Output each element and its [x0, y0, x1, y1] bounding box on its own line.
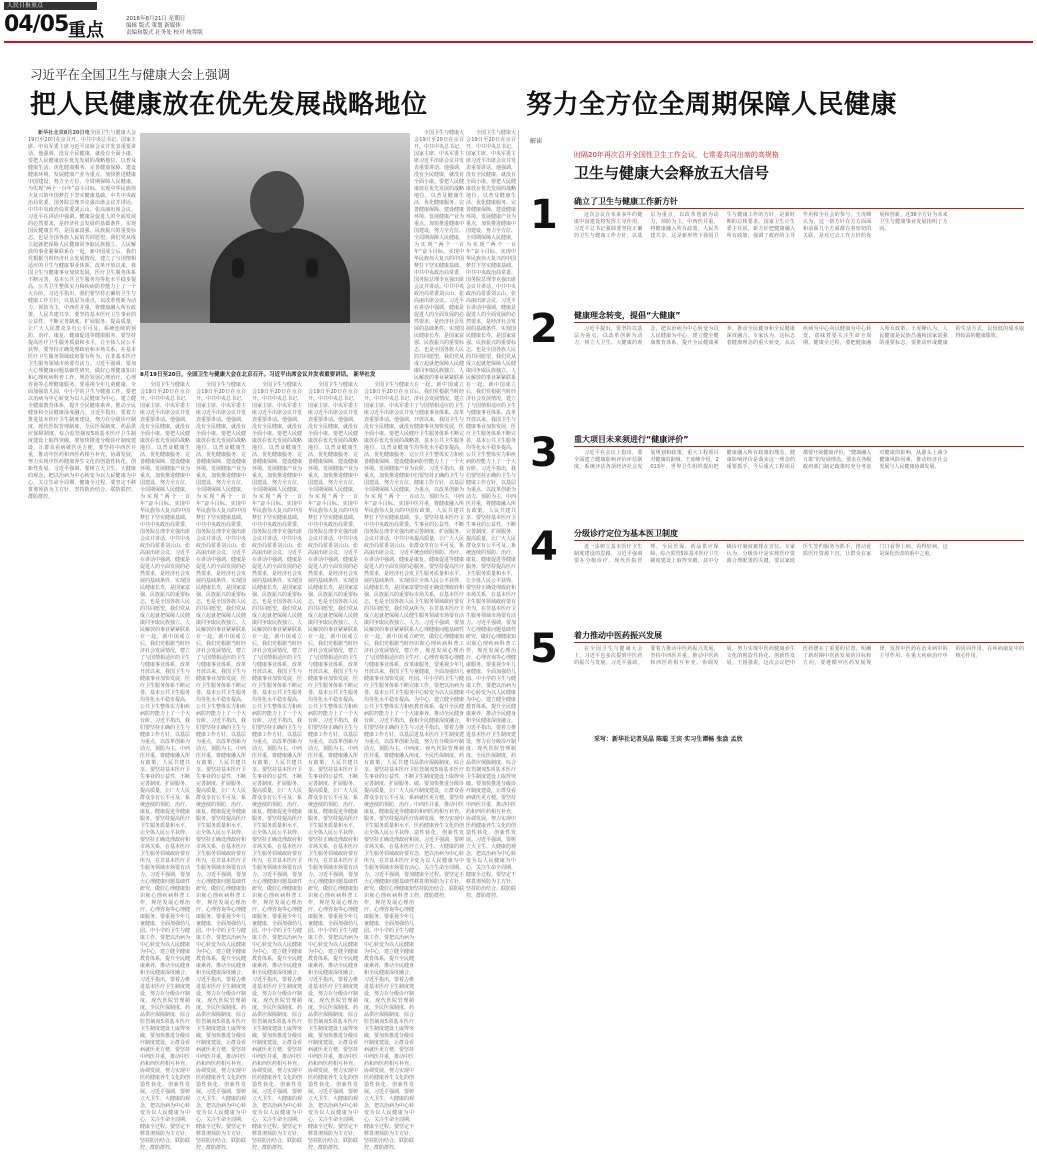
article-body-col5 [308, 382, 359, 1151]
item-number-4: 4 [530, 524, 558, 570]
item-divider [574, 208, 1024, 209]
article-body-col7 [414, 130, 465, 899]
item-divider [574, 446, 1024, 447]
item-title-4: 分级诊疗定位为基本医卫制度 [574, 529, 678, 538]
meta-line: 2016年8月21日 星期日 [126, 16, 186, 22]
article-body-col4 [252, 382, 303, 1151]
article-body [28, 130, 136, 742]
item-title-1: 确立了卫生与健康工作新方针 [574, 197, 678, 206]
photo-caption: 8月19日至20日，全国卫生与健康大会在北京召开。习近平出席会议并发表重要讲话。 新华社发 [140, 372, 376, 378]
masthead-meta [126, 16, 266, 37]
item-title-5: 着力推动中医药振兴发展 [574, 631, 662, 640]
article-body-col3 [196, 382, 247, 1151]
item-number-2: 2 [530, 306, 558, 352]
header-rule [4, 41, 1033, 43]
item-number-1: 1 [530, 192, 558, 238]
item-text-2: 习近平提出，要坚持以基层为重点，以改革创新为动力，树立大卫生、大健康的观念，把以治病为中心转变为以人民健康为中心，建立健全健康教育体系，提升全民健康素养，推动全民健身和全民健康深度融合。专家认为，这标志着健康理念的重大转变。从以疾病为中心向以健康为中心转变，意味着要关注生命全周期、健康全过程，要把健康融入所有政策。王虎峰认为，人民健康是民族昌盛和国家富强的重要标志，要推动形成健康的生活方式，以较低的成本取得较高的健康绩效。 [574, 326, 1024, 346]
item-text-3: 习近平在会议上指出，要全面建立健康影响评价评估制度，系统评估各项经济社会发展规划和政策、重大工程项目对健康的影响。王虎峰介绍，2013年，世界卫生组织提出把健康融入所有政策的理念。健康影响评价是落实这一理念的重要抓手，今后重大工程项目都要开展健康评价。“健康融入万策”的发展理念，要求在各级政府部门制定政策时充分考虑对健康的影响，从源头上减少健康风险因素，推动经济社会发展与人民健康协调发展。 [574, 450, 948, 470]
meta-line: 编辑 版式 策划 新媒体 [126, 23, 181, 29]
sidebar-byline: 采写：新华社记者吴晶 陈聪 王宾 实习生谭畅 张盎 孟欣 [594, 736, 743, 743]
article-headline-right: 努力全方位全周期保障人民健康 [526, 90, 898, 120]
article-body-col6 [364, 382, 415, 1151]
article-text-repeat: 全国卫生与健康大会19日至20日在京召开。中共中央总书记、国家主席、中央军委主席习近平出席会议并发表重要讲话。他强调，没有全民健康，就没有全面小康。要把人民健康放在优先发展的战略地位，以普及健康生活、优化健康服务、完善健康保障、建设健康环境、发展健康产业为重点，加快推进健康中国建设，努力全方位、全周期保障人民健康，为实现“两个一百年”奋斗目标、实现中华民族伟大复兴的中国梦打下坚实健康基础。中共中央政治局常委、国务院总理李克强出席会议并讲话。中共中央政治局常委刘云山、张高丽出席会议。习近平在讲话中强调，健康是促进人的全面发展的必然要求，是经济社会发展的基础条件。实现国民健康长寿，是国家富强、民族振兴的重要标志，也是全国各族人民的共同愿望。我们党从成立起就把保障人民健康同争取民族独立、人民解放的事业紧紧联系在一起。新中国成立后，我们党根据当时经济社会发展情况，建立了与国情相适应的卫生与健康事业体系。改革开放以来，我国卫生与健康事业加快发展，医疗卫生服务体系不断完善，基本公共卫生服务均等化水平稳步提高，公共卫生整体实力和疾病防控能力上了一个大台阶。习近平指出，我们要坚持正确的卫生与健康工作方针，以基层为重点，以改革创新为动力，预防为主，中西医并重，将健康融入所有政策，人民共建共享。要坚持基本医疗卫生事业的公益性，不断完善制度、扩展服务、提高质量，让广大人民群众享有公平可及、系统连续的预防、治疗、康复、健康促进等健康服务。要坚持提高医疗卫生服务质量和水平，让全体人民公平获得。要坚持正确处理政府和市场关系，在基本医疗卫生服务领域政府要有所为，在非基本医疗卫生服务领域市场要有活力。习近平强调，要加大心理健康问题基础性研究，做好心理健康知识和心理疾病科普工作，规范发展心理治疗、心理咨询等心理健康服务。要重视少年儿童健康，全面加强幼儿园、中小学的卫生与健康工作。要把以治病为中心转变为以人民健康为中心，建立健全健康教育体系，提升全民健康素养，推动全民健身和全民健康深度融合。习近平指出，要着力推进基本医疗卫生制度建设，努力在分级诊疗制度、现代医院管理制度、全民医保制度、药品供应保障制度、综合监管制度5项基本医疗卫生制度建设上取得突破。要加快推进分级诊疗制度建设，让群众看病就医更方便。要坚持中西医并重，推动中医药和西医药相互补充、协调发展，努力实现中医药健康养生文化的创造性转化、创新性发展。习近平强调，要树立大卫生、大健康的观念，把以治病为中心转变为以人民健康为中心，关注生命全周期、健康全过程。要坚定不移贯彻预防为主方针，坚持防治结合、联防联控、群防群控。 [252, 382, 303, 1151]
item-text-4: 进一步树立基本医疗卫生制度建设的思路，习近平强调要在分级诊疗、现代医院管理、全民医保、药品供应保障、综合监管5项基本医疗卫生制度建设上取得突破，其中分级诊疗制度被排在首位。专家认为，分级诊疗是实现医疗资源合理配置的关键，要以家庭医生签约服务为抓手，推动优质医疗资源下沉，让群众在家门口看得上病、看得好病，这是深化医改的重中之重。 [574, 544, 948, 564]
article-body-col8 [466, 130, 517, 899]
page-number: 04/05 [4, 12, 69, 37]
news-photo [140, 133, 410, 370]
microphone-icon [232, 258, 244, 278]
article-text-repeat: 全国卫生与健康大会19日至20日在京召开。中共中央总书记、国家主席、中央军委主席习近平出席会议并发表重要讲话。他强调，没有全民健康，就没有全面小康。要把人民健康放在优先发展的战略地位，以普及健康生活、优化健康服务、完善健康保障、建设健康环境、发展健康产业为重点，加快推进健康中国建设，努力全方位、全周期保障人民健康，为实现“两个一百年”奋斗目标、实现中华民族伟大复兴的中国梦打下坚实健康基础。中共中央政治局常委、国务院总理李克强出席会议并讲话。中共中央政治局常委刘云山、张高丽出席会议。习近平在讲话中强调，健康是促进人的全面发展的必然要求，是经济社会发展的基础条件。实现国民健康长寿，是国家富强、民族振兴的重要标志，也是全国各族人民的共同愿望。我们党从成立起就把保障人民健康同争取民族独立、人民解放的事业紧紧联系在一起。新中国成立后，我们党根据当时经济社会发展情况，建立了与国情相适应的卫生与健康事业体系。改革开放以来，我国卫生与健康事业加快发展，医疗卫生服务体系不断完善，基本公共卫生服务均等化水平稳步提高，公共卫生整体实力和疾病防控能力上了一个大台阶。习近平指出，我们要坚持正确的卫生与健康工作方针，以基层为重点，以改革创新为动力，预防为主，中西医并重，将健康融入所有政策，人民共建共享。要坚持基本医疗卫生事业的公益性，不断完善制度、扩展服务、提高质量，让广大人民群众享有公平可及、系统连续的预防、治疗、康复、健康促进等健康服务。要坚持提高医疗卫生服务质量和水平，让全体人民公平获得。要坚持正确处理政府和市场关系，在基本医疗卫生服务领域政府要有所为，在非基本医疗卫生服务领域市场要有活力。习近平强调，要加大心理健康问题基础性研究，做好心理健康知识和心理疾病科普工作，规范发展心理治疗、心理咨询等心理健康服务。要重视少年儿童健康，全面加强幼儿园、中小学的卫生与健康工作。要把以治病为中心转变为以人民健康为中心，建立健全健康教育体系，提升全民健康素养，推动全民健身和全民健康深度融合。习近平指出，要着力推进基本医疗卫生制度建设，努力在分级诊疗制度、现代医院管理制度、全民医保制度、药品供应保障制度、综合监管制度5项基本医疗卫生制度建设上取得突破。要加快推进分级诊疗制度建设，让群众看病就医更方便。要坚持中西医并重，推动中医药和西医药相互补充、协调发展，努力实现中医药健康养生文化的创造性转化、创新性发展。习近平强调，要树立大卫生、大健康的观念，把以治病为中心转变为以人民健康为中心，关注生命全周期、健康全过程。要坚定不移贯彻预防为主方针，坚持防治结合、联防联控、群防群控。 [308, 382, 359, 1151]
item-divider [574, 642, 1024, 643]
item-number-3: 3 [530, 430, 558, 476]
article-headline-left: 把人民健康放在优先发展战略地位 [30, 90, 428, 120]
podium [140, 323, 410, 370]
item-text-1: 这次会议在未来多年的健康中国建设将发挥主导作用。习近平总书记强调要坚持正确的卫生与健康工作方针，以基层为重点，以改革创新为动力，预防为主，中西医并重，将健康融入所有政策，人民共建共享。这是新形势下我国卫生与健康工作的方针，是新时期的总体要求。国家卫生计生委主任说，新方针把健康融入所有政策，强调了政府的主导作用和全社会的参与。王虎峰认为，这一新方针在方方面面和前面几个方面都有着密切的关联，是对过去工作方针的发展和创新。这36字方针为未来卫生与健康事业发展指明了方向。 [574, 212, 948, 239]
item-text-5: 在全国卫生与健康大会上，习近平也多次提到中医药的振兴与发展。习近平强调，要着力推动中医药振兴发展，坚持中西医并重，推动中医药和西医药相互补充、协调发展，努力实现中医药健康养生文化的创造性转化、创新性发展。王国强说，这次会议把中医药摆在了重要的位置，明确了新时期中医药发展的目标和方向，要遵循中医药发展规律，发挥中医药在治未病中的主导作用、在重大疾病治疗中的协同作用、在疾病康复中的核心作用。 [574, 646, 1024, 666]
article-text-repeat: 全国卫生与健康大会19日至20日在京召开。中共中央总书记、国家主席、中央军委主席习近平出席会议并发表重要讲话。他强调，没有全民健康，就没有全面小康。要把人民健康放在优先发展的战略地位，以普及健康生活、优化健康服务、完善健康保障、建设健康环境、发展健康产业为重点，加快推进健康中国建设，努力全方位、全周期保障人民健康，为实现“两个一百年”奋斗目标、实现中华民族伟大复兴的中国梦打下坚实健康基础。中共中央政治局常委、国务院总理李克强出席会议并讲话。中共中央政治局常委刘云山、张高丽出席会议。习近平在讲话中强调，健康是促进人的全面发展的必然要求，是经济社会发展的基础条件。实现国民健康长寿，是国家富强、民族振兴的重要标志，也是全国各族人民的共同愿望。我们党从成立起就把保障人民健康同争取民族独立、人民解放的事业紧紧联系在一起。新中国成立后，我们党根据当时经济社会发展情况，建立了与国情相适应的卫生与健康事业体系。改革开放以来，我国卫生与健康事业加快发展，医疗卫生服务体系不断完善，基本公共卫生服务均等化水平稳步提高，公共卫生整体实力和疾病防控能力上了一个大台阶。习近平指出，我们要坚持正确的卫生与健康工作方针，以基层为重点，以改革创新为动力，预防为主，中西医并重，将健康融入所有政策，人民共建共享。要坚持基本医疗卫生事业的公益性，不断完善制度、扩展服务、提高质量，让广大人民群众享有公平可及、系统连续的预防、治疗、康复、健康促进等健康服务。要坚持提高医疗卫生服务质量和水平，让全体人民公平获得。要坚持正确处理政府和市场关系，在基本医疗卫生服务领域政府要有所为，在非基本医疗卫生服务领域市场要有活力。习近平强调，要加大心理健康问题基础性研究，做好心理健康知识和心理疾病科普工作，规范发展心理治疗、心理咨询等心理健康服务。要重视少年儿童健康，全面加强幼儿园、中小学的卫生与健康工作。要把以治病为中心转变为以人民健康为中心，建立健全健康教育体系，提升全民健康素养，推动全民健身和全民健康深度融合。习近平指出，要着力推进基本医疗卫生制度建设，努力在分级诊疗制度、现代医院管理制度、全民医保制度、药品供应保障制度、综合监管制度5项基本医疗卫生制度建设上取得突破。要加快推进分级诊疗制度建设，让群众看病就医更方便。要坚持中西医并重，推动中医药和西医药相互补充、协调发展，努力实现中医药健康养生文化的创造性转化、创新性发展。习近平强调，要树立大卫生、大健康的观念，把以治病为中心转变为以人民健康为中心，关注生命全周期、健康全过程。要坚定不移贯彻预防为主方针，坚持防治结合、联防联控、群防群控。 [140, 382, 191, 1151]
section-title: 重点 [68, 20, 104, 41]
article-text-repeat: 全国卫生与健康大会19日至20日在京召开。中共中央总书记、国家主席、中央军委主席习近平出席会议并发表重要讲话。他强调，没有全民健康，就没有全面小康。要把人民健康放在优先发展的战略地位，以普及健康生活、优化健康服务、完善健康保障、建设健康环境、发展健康产业为重点，加快推进健康中国建设，努力全方位、全周期保障人民健康，为实现“两个一百年”奋斗目标、实现中华民族伟大复兴的中国梦打下坚实健康基础。中共中央政治局常委、国务院总理李克强出席会议并讲话。中共中央政治局常委刘云山、张高丽出席会议。习近平在讲话中强调，健康是促进人的全面发展的必然要求，是经济社会发展的基础条件。实现国民健康长寿，是国家富强、民族振兴的重要标志，也是全国各族人民的共同愿望。我们党从成立起就把保障人民健康同争取民族独立、人民解放的事业紧紧联系在一起。新中国成立后，我们党根据当时经济社会发展情况，建立了与国情相适应的卫生与健康事业体系。改革开放以来，我国卫生与健康事业加快发展，医疗卫生服务体系不断完善，基本公共卫生服务均等化水平稳步提高，公共卫生整体实力和疾病防控能力上了一个大台阶。习近平指出，我们要坚持正确的卫生与健康工作方针，以基层为重点，以改革创新为动力，预防为主，中西医并重，将健康融入所有政策，人民共建共享。要坚持基本医疗卫生事业的公益性，不断完善制度、扩展服务、提高质量，让广大人民群众享有公平可及、系统连续的预防、治疗、康复、健康促进等健康服务。要坚持提高医疗卫生服务质量和水平，让全体人民公平获得。要坚持正确处理政府和市场关系，在基本医疗卫生服务领域政府要有所为，在非基本医疗卫生服务领域市场要有活力。习近平强调，要加大心理健康问题基础性研究，做好心理健康知识和心理疾病科普工作，规范发展心理治疗、心理咨询等心理健康服务。要重视少年儿童健康，全面加强幼儿园、中小学的卫生与健康工作。要把以治病为中心转变为以人民健康为中心，建立健全健康教育体系，提升全民健康素养，推动全民健身和全民健康深度融合。习近平指出，要着力推进基本医疗卫生制度建设，努力在分级诊疗制度、现代医院管理制度、全民医保制度、药品供应保障制度、综合监管制度5项基本医疗卫生制度建设上取得突破。要加快推进分级诊疗制度建设，让群众看病就医更方便。要坚持中西医并重，推动中医药和西医药相互补充、协调发展，努力实现中医药健康养生文化的创造性转化、创新性发展。习近平强调，要树立大卫生、大健康的观念，把以治病为中心转变为以人民健康为中心，关注生命全周期、健康全过程。要坚定不移贯彻预防为主方针，坚持防治结合、联防联控、群防群控。 [196, 382, 247, 1151]
item-divider [574, 540, 1024, 541]
item-title-3: 重大项目未来须进行“健康评价” [574, 435, 689, 444]
article-text-repeat: 全国卫生与健康大会19日至20日在京召开。中共中央总书记、国家主席、中央军委主席习近平出席会议并发表重要讲话。他强调，没有全民健康，就没有全面小康。要把人民健康放在优先发展的战略地位，以普及健康生活、优化健康服务、完善健康保障、建设健康环境、发展健康产业为重点，加快推进健康中国建设，努力全方位、全周期保障人民健康，为实现“两个一百年”奋斗目标、实现中华民族伟大复兴的中国梦打下坚实健康基础。中共中央政治局常委、国务院总理李克强出席会议并讲话。中共中央政治局常委刘云山、张高丽出席会议。习近平在讲话中强调，健康是促进人的全面发展的必然要求，是经济社会发展的基础条件。实现国民健康长寿，是国家富强、民族振兴的重要标志，也是全国各族人民的共同愿望。我们党从成立起就把保障人民健康同争取民族独立、人民解放的事业紧紧联系在一起。新中国成立后，我们党根据当时经济社会发展情况，建立了与国情相适应的卫生与健康事业体系。改革开放以来，我国卫生与健康事业加快发展，医疗卫生服务体系不断完善，基本公共卫生服务均等化水平稳步提高，公共卫生整体实力和疾病防控能力上了一个大台阶。习近平指出，我们要坚持正确的卫生与健康工作方针，以基层为重点，以改革创新为动力，预防为主，中西医并重，将健康融入所有政策，人民共建共享。要坚持基本医疗卫生事业的公益性，不断完善制度、扩展服务、提高质量，让广大人民群众享有公平可及、系统连续的预防、治疗、康复、健康促进等健康服务。要坚持提高医疗卫生服务质量和水平，让全体人民公平获得。要坚持正确处理政府和市场关系，在基本医疗卫生服务领域政府要有所为，在非基本医疗卫生服务领域市场要有活力。习近平强调，要加大心理健康问题基础性研究，做好心理健康知识和心理疾病科普工作，规范发展心理治疗、心理咨询等心理健康服务。要重视少年儿童健康，全面加强幼儿园、中小学的卫生与健康工作。要把以治病为中心转变为以人民健康为中心，建立健全健康教育体系，提升全民健康素养，推动全民健身和全民健康深度融合。习近平指出，要着力推进基本医疗卫生制度建设，努力在分级诊疗制度、现代医院管理制度、全民医保制度、药品供应保障制度、综合监管制度5项基本医疗卫生制度建设上取得突破。要加快推进分级诊疗制度建设，让群众看病就医更方便。要坚持中西医并重，推动中医药和西医药相互补充、协调发展，努力实现中医药健康养生文化的创造性转化、创新性发展。习近平强调，要树立大卫生、大健康的观念，把以治病为中心转变为以人民健康为中心，关注生命全周期、健康全过程。要坚定不移贯彻预防为主方针，坚持防治结合、联防联控、群防群控。 [414, 130, 465, 899]
dateline: 新华社北京8月20日电 [38, 130, 90, 136]
article-body-col2 [140, 382, 191, 1151]
column-divider [518, 130, 519, 742]
sidebar-deck: 时隔20年再次召开全国性卫生工作会议，七常委共同出席的高规格 [574, 151, 779, 159]
meta-line: 责编和版式 社务处 校对 统筹版 [126, 30, 203, 36]
photo-figure-head [250, 171, 304, 233]
item-number-5: 5 [530, 626, 558, 672]
article-text-repeat: 全国卫生与健康大会19日至20日在京召开。中共中央总书记、国家主席、中央军委主席习近平出席会议并发表重要讲话。他强调，没有全民健康，就没有全面小康。要把人民健康放在优先发展的战略地位，以普及健康生活、优化健康服务、完善健康保障、建设健康环境、发展健康产业为重点，加快推进健康中国建设，努力全方位、全周期保障人民健康，为实现“两个一百年”奋斗目标、实现中华民族伟大复兴的中国梦打下坚实健康基础。中共中央政治局常委、国务院总理李克强出席会议并讲话。中共中央政治局常委刘云山、张高丽出席会议。习近平在讲话中强调，健康是促进人的全面发展的必然要求，是经济社会发展的基础条件。实现国民健康长寿，是国家富强、民族振兴的重要标志，也是全国各族人民的共同愿望。我们党从成立起就把保障人民健康同争取民族独立、人民解放的事业紧紧联系在一起。新中国成立后，我们党根据当时经济社会发展情况，建立了与国情相适应的卫生与健康事业体系。改革开放以来，我国卫生与健康事业加快发展，医疗卫生服务体系不断完善，基本公共卫生服务均等化水平稳步提高，公共卫生整体实力和疾病防控能力上了一个大台阶。习近平指出，我们要坚持正确的卫生与健康工作方针，以基层为重点，以改革创新为动力，预防为主，中西医并重，将健康融入所有政策，人民共建共享。要坚持基本医疗卫生事业的公益性，不断完善制度、扩展服务、提高质量，让广大人民群众享有公平可及、系统连续的预防、治疗、康复、健康促进等健康服务。要坚持提高医疗卫生服务质量和水平，让全体人民公平获得。要坚持正确处理政府和市场关系，在基本医疗卫生服务领域政府要有所为，在非基本医疗卫生服务领域市场要有活力。习近平强调，要加大心理健康问题基础性研究，做好心理健康知识和心理疾病科普工作，规范发展心理治疗、心理咨询等心理健康服务。要重视少年儿童健康，全面加强幼儿园、中小学的卫生与健康工作。要把以治病为中心转变为以人民健康为中心，建立健全健康教育体系，提升全民健康素养，推动全民健身和全民健康深度融合。习近平指出，要着力推进基本医疗卫生制度建设，努力在分级诊疗制度、现代医院管理制度、全民医保制度、药品供应保障制度、综合监管制度5项基本医疗卫生制度建设上取得突破。要加快推进分级诊疗制度建设，让群众看病就医更方便。要坚持中西医并重，推动中医药和西医药相互补充、协调发展，努力实现中医药健康养生文化的创造性转化、创新性发展。习近平强调，要树立大卫生、大健康的观念，把以治病为中心转变为以人民健康为中心，关注生命全周期、健康全过程。要坚定不移贯彻预防为主方针，坚持防治结合、联防联控、群防群控。 [466, 130, 517, 899]
item-title-2: 健康理念转变，提倡“大健康” [574, 311, 681, 320]
article-subhead: 习近平在全国卫生与健康大会上强调 [30, 67, 231, 82]
microphone-icon [306, 258, 318, 278]
sidebar-kicker: 解读 [530, 138, 543, 145]
article-text-repeat: 全国卫生与健康大会19日至20日在京召开。中共中央总书记、国家主席、中央军委主席习近平出席会议并发表重要讲话。他强调，没有全民健康，就没有全面小康。要把人民健康放在优先发展的战略地位，以普及健康生活、优化健康服务、完善健康保障、建设健康环境、发展健康产业为重点，加快推进健康中国建设，努力全方位、全周期保障人民健康，为实现“两个一百年”奋斗目标、实现中华民族伟大复兴的中国梦打下坚实健康基础。中共中央政治局常委、国务院总理李克强出席会议并讲话。中共中央政治局常委刘云山、张高丽出席会议。习近平在讲话中强调，健康是促进人的全面发展的必然要求，是经济社会发展的基础条件。实现国民健康长寿，是国家富强、民族振兴的重要标志，也是全国各族人民的共同愿望。我们党从成立起就把保障人民健康同争取民族独立、人民解放的事业紧紧联系在一起。新中国成立后，我们党根据当时经济社会发展情况，建立了与国情相适应的卫生与健康事业体系。改革开放以来，我国卫生与健康事业加快发展，医疗卫生服务体系不断完善，基本公共卫生服务均等化水平稳步提高，公共卫生整体实力和疾病防控能力上了一个大台阶。习近平指出，我们要坚持正确的卫生与健康工作方针，以基层为重点，以改革创新为动力，预防为主，中西医并重，将健康融入所有政策，人民共建共享。要坚持基本医疗卫生事业的公益性，不断完善制度、扩展服务、提高质量，让广大人民群众享有公平可及、系统连续的预防、治疗、康复、健康促进等健康服务。要坚持提高医疗卫生服务质量和水平，让全体人民公平获得。要坚持正确处理政府和市场关系，在基本医疗卫生服务领域政府要有所为，在非基本医疗卫生服务领域市场要有活力。习近平强调，要加大心理健康问题基础性研究，做好心理健康知识和心理疾病科普工作，规范发展心理治疗、心理咨询等心理健康服务。要重视少年儿童健康，全面加强幼儿园、中小学的卫生与健康工作。要把以治病为中心转变为以人民健康为中心，建立健全健康教育体系，提升全民健康素养，推动全民健身和全民健康深度融合。习近平指出，要着力推进基本医疗卫生制度建设，努力在分级诊疗制度、现代医院管理制度、全民医保制度、药品供应保障制度、综合监管制度5项基本医疗卫生制度建设上取得突破。要加快推进分级诊疗制度建设，让群众看病就医更方便。要坚持中西医并重，推动中医药和西医药相互补充、协调发展，努力实现中医药健康养生文化的创造性转化、创新性发展。习近平强调，要树立大卫生、大健康的观念，把以治病为中心转变为以人民健康为中心，关注生命全周期、健康全过程。要坚定不移贯彻预防为主方针，坚持防治结合、联防联控、群防群控。 [364, 382, 415, 1151]
sidebar-title: 卫生与健康大会释放五大信号 [574, 164, 770, 182]
article-text: 全国卫生与健康大会19日至20日在京召开。中共中央总书记、国家主席、中央军委主席习近平出席会议并发表重要讲话。他强调，没有全民健康，就没有全面小康。要把人民健康放在优先发展的战略地位，以普及健康生活、优化健康服务、完善健康保障、建设健康环境、发展健康产业为重点，加快推进健康中国建设，努力全方位、全周期保障人民健康，为实现“两个一百年”奋斗目标、实现中华民族伟大复兴的中国梦打下坚实健康基础。中共中央政治局常委、国务院总理李克强出席会议并讲话。中共中央政治局常委刘云山、张高丽出席会议。习近平在讲话中强调，健康是促进人的全面发展的必然要求，是经济社会发展的基础条件。实现国民健康长寿，是国家富强、民族振兴的重要标志，也是全国各族人民的共同愿望。我们党从成立起就把保障人民健康同争取民族独立、人民解放的事业紧紧联系在一起。新中国成立后，我们党根据当时经济社会发展情况，建立了与国情相适应的卫生与健康事业体系。改革开放以来，我国卫生与健康事业加快发展，医疗卫生服务体系不断完善，基本公共卫生服务均等化水平稳步提高，公共卫生整体实力和疾病防控能力上了一个大台阶。习近平指出，我们要坚持正确的卫生与健康工作方针，以基层为重点，以改革创新为动力，预防为主，中西医并重，将健康融入所有政策，人民共建共享。要坚持基本医疗卫生事业的公益性，不断完善制度、扩展服务、提高质量，让广大人民群众享有公平可及、系统连续的预防、治疗、康复、健康促进等健康服务。要坚持提高医疗卫生服务质量和水平，让全体人民公平获得。要坚持正确处理政府和市场关系，在基本医疗卫生服务领域政府要有所为，在非基本医疗卫生服务领域市场要有活力。习近平强调，要加大心理健康问题基础性研究，做好心理健康知识和心理疾病科普工作，规范发展心理治疗、心理咨询等心理健康服务。要重视少年儿童健康，全面加强幼儿园、中小学的卫生与健康工作。要把以治病为中心转变为以人民健康为中心，建立健全健康教育体系，提升全民健康素养，推动全民健身和全民健康深度融合。习近平指出，要着力推进基本医疗卫生制度建设，努力在分级诊疗制度、现代医院管理制度、全民医保制度、药品供应保障制度、综合监管制度5项基本医疗卫生制度建设上取得突破。要加快推进分级诊疗制度建设，让群众看病就医更方便。要坚持中西医并重，推动中医药和西医药相互补充、协调发展，努力实现中医药健康养生文化的创造性转化、创新性发展。习近平强调，要树立大卫生、大健康的观念，把以治病为中心转变为以人民健康为中心，关注生命全周期、健康全过程。要坚定不移贯彻预防为主方针，坚持防治结合、联防联控、群防群控。 [28, 130, 136, 500]
item-divider [574, 322, 1024, 323]
newspaper-logo: 人民日报重点 [4, 2, 97, 10]
